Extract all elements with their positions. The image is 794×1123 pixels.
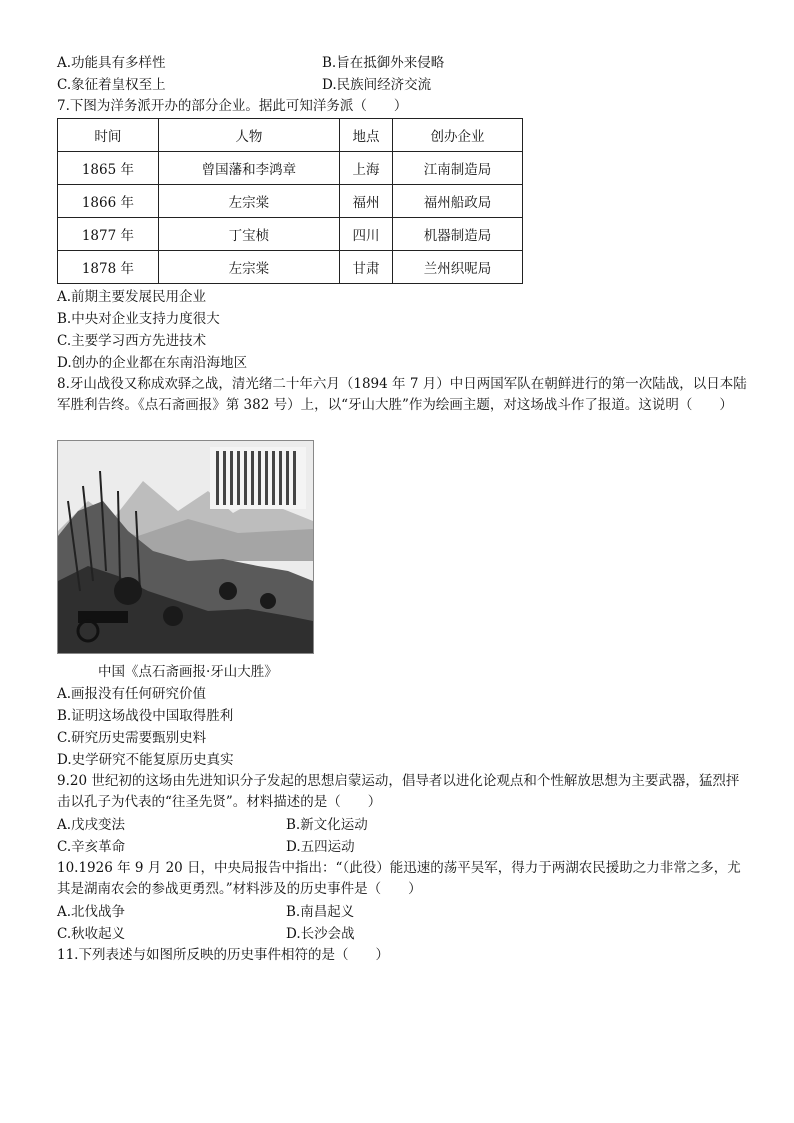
q10-option-d: D.长沙会战	[286, 926, 355, 942]
table-cell: 左宗棠	[158, 251, 339, 284]
q8-option-a: A.画报没有任何研究价值	[57, 686, 207, 702]
table-cell: 1878 年	[58, 251, 159, 284]
table-cell: 兰州织呢局	[393, 251, 523, 284]
q11-stem: 11.下列表述与如图所反映的历史事件相符的是（ ）	[57, 947, 389, 963]
table-row	[58, 218, 523, 251]
q7-option-c: C.主要学习西方先进技术	[57, 333, 207, 349]
table-row	[58, 251, 523, 284]
q7-stem: 7.下图为洋务派开办的部分企业。据此可知洋务派（ ）	[57, 98, 408, 114]
q9-option-d: D.五四运动	[286, 839, 355, 855]
table-cell: 福州	[339, 185, 392, 218]
q8-option-b: B.证明这场战役中国取得胜利	[57, 708, 234, 724]
q10-option-b: B.南昌起义	[286, 904, 355, 920]
table-cell: 江南制造局	[393, 152, 523, 185]
q7-option-b: B.中央对企业支持力度很大	[57, 311, 220, 327]
q8-option-c: C.研究历史需要甄别史料	[57, 730, 207, 746]
table-header: 地点	[339, 119, 392, 152]
q9-stem: 9.20 世纪初的这场由先进知识分子发起的思想启蒙运动，倡导者以进化论观点和个性解放思想为主要武器，猛烈抨击以孔子为代表的“往圣先贤”。材料描述的是（ ）	[57, 773, 740, 810]
illustration-caption: 中国《点石斋画报·牙山大胜》	[98, 664, 278, 680]
q10-option-a: A.北伐战争	[57, 904, 126, 920]
table-cell: 1866 年	[58, 185, 159, 218]
q9-option-c: C.辛亥革命	[57, 839, 126, 855]
q10-option-c: C.秋收起义	[57, 926, 126, 942]
table-cell: 曾国藩和李鸿章	[158, 152, 339, 185]
table-row	[58, 185, 523, 218]
table-cell: 左宗棠	[158, 185, 339, 218]
table-cell: 1865 年	[58, 152, 159, 185]
q9-option-a: A.戊戌变法	[57, 817, 126, 833]
table-cell: 四川	[339, 218, 392, 251]
table-header: 时间	[58, 119, 159, 152]
enterprise-table	[57, 118, 523, 284]
table-row	[58, 152, 523, 185]
q6-option-b: B.旨在抵御外来侵略	[322, 55, 445, 71]
table-header-row	[58, 119, 523, 152]
q7-option-d: D.创办的企业都在东南沿海地区	[57, 355, 248, 371]
table-cell: 上海	[339, 152, 392, 185]
q6-option-d: D.民族间经济交流	[322, 77, 432, 93]
q9-option-b: B.新文化运动	[286, 817, 368, 833]
q6-option-a: A.功能具有多样性	[57, 55, 166, 71]
table-cell: 甘肃	[339, 251, 392, 284]
q10-stem: 10.1926 年 9 月 20 日，中央局报告中指出：“（此役）能迅速的荡平吴军，得力于两湖农民援助之力非常之多，尤其是湖南农会的参战更勇烈。”材料涉及的历史事件是（ ）	[57, 860, 741, 897]
table-cell: 1877 年	[58, 218, 159, 251]
table-cell: 福州船政局	[393, 185, 523, 218]
table-header: 创办企业	[393, 119, 523, 152]
q6-option-c: C.象征着皇权至上	[57, 77, 166, 93]
q8-option-d: D.史学研究不能复原历史真实	[57, 752, 234, 768]
battle-illustration	[57, 440, 314, 654]
q7-option-a: A.前期主要发展民用企业	[57, 289, 207, 305]
q8-stem: 8.牙山战役又称成欢驿之战，清光绪二十年六月（1894 年 7 月）中日两国军队在朝鲜进行的第一次陆战，以日本陆军胜利告终。《点石斋画报》第 382 号）上，以“牙山大胜”作为绘画主题，对这场战斗作了报道。这说明（ ）	[57, 376, 747, 413]
table-header: 人物	[158, 119, 339, 152]
table-cell: 丁宝桢	[158, 218, 339, 251]
woodblock-print-illustration	[58, 441, 313, 653]
table-cell: 机器制造局	[393, 218, 523, 251]
